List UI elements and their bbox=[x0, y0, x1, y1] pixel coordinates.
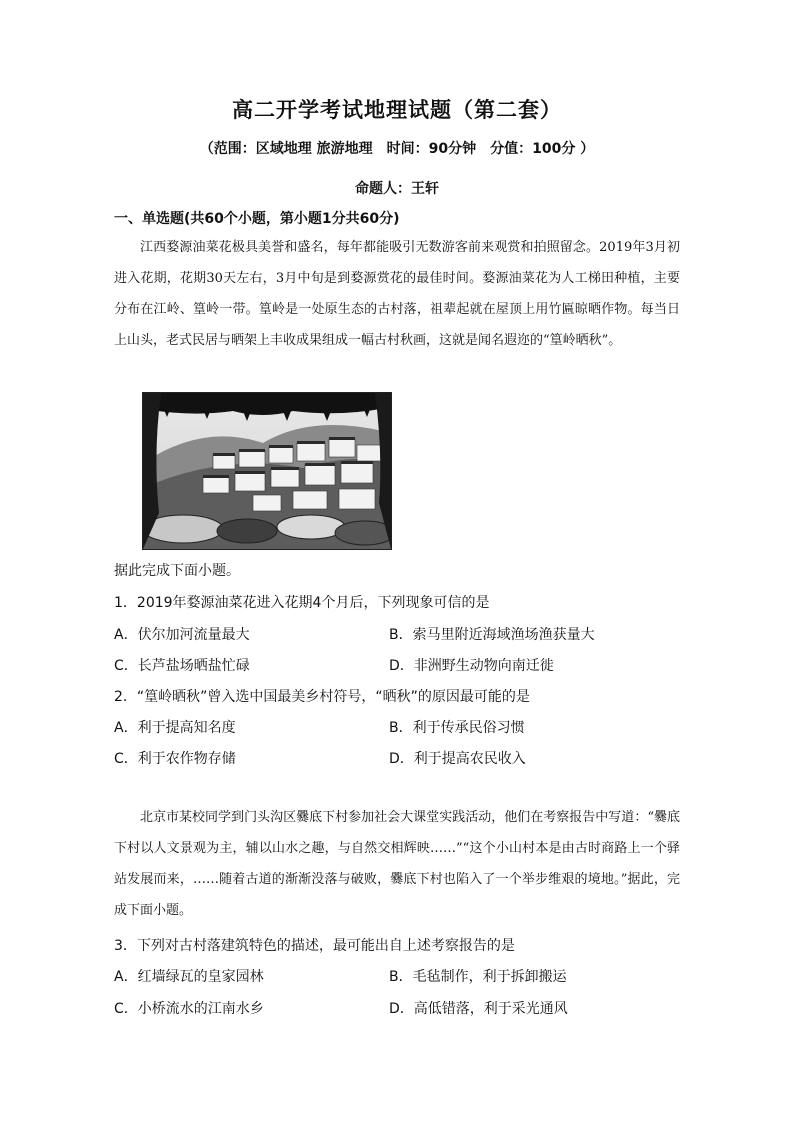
section-heading: 一、单选题(共60个小题，第小题1分共60分) bbox=[114, 211, 400, 227]
village-photo-illustration bbox=[143, 393, 391, 549]
question-stem: 1．2019年婺源油菜花进入花期4个月后，下列现象可信的是 bbox=[114, 595, 490, 611]
option-a: A．利于提高知名度 bbox=[114, 720, 236, 736]
option-b: B．毛毡制作，利于拆卸搬运 bbox=[389, 969, 567, 985]
option-d: D．利于提高农民收入 bbox=[389, 751, 526, 767]
exam-title: 高二开学考试地理试题（第二套） bbox=[232, 98, 562, 122]
option-c: C．长芦盐场晒盐忙碌 bbox=[114, 658, 250, 674]
passage-2: 北京市某校同学到门头沟区爨底下村参加社会大课堂实践活动，他们在考察报告中写道：“爨底下村以人文景观为主，辅以山水之趣，与自然交相辉映……”“这个小山村本是由古时商路上一个驿站发展而来，……随着古道的渐渐没落与破败，爨底下村也陷入了一个举步维艰的境地。”据此，完成下面小题。 bbox=[114, 810, 680, 918]
option-b: B．利于传承民俗习惯 bbox=[389, 720, 525, 736]
exam-subtitle: （范围：区域地理 旅游地理 时间：90分钟 分值：100分 ） bbox=[199, 141, 595, 157]
question-stem: 3．下列对古村落建筑特色的描述，最可能出自上述考察报告的是 bbox=[114, 938, 515, 954]
option-c: C．小桥流水的江南水乡 bbox=[114, 1001, 264, 1017]
instruction-1: 据此完成下面小题。 bbox=[114, 563, 240, 579]
option-c: C．利于农作物存储 bbox=[114, 751, 236, 767]
exam-author: 命题人：王轩 bbox=[355, 181, 439, 197]
village-photo bbox=[142, 392, 392, 550]
option-a: A．伏尔加河流量最大 bbox=[114, 627, 250, 643]
passage-1: 江西婺源油菜花极具美誉和盛名，每年都能吸引无数游客前来观赏和拍照留念。2019年3月初进入花期，花期30天左右，3月中旬是到婺源赏花的最佳时间。婺源油菜花为人工梯田种植，主要分布在江岭、篁岭一带。篁岭是一处原生态的古村落，祖辈起就在屋顶上用竹匾晾晒作物。每当日上山头，老式民居与晒架上丰收成果组成一幅古村秋画，这就是闻名遐迩的“篁岭晒秋”。 bbox=[114, 240, 680, 348]
option-d: D．非洲野生动物向南迁徙 bbox=[389, 658, 554, 674]
option-d: D．高低错落，利于采光通风 bbox=[389, 1001, 568, 1017]
option-b: B．索马里附近海域渔场渔获量大 bbox=[389, 627, 595, 643]
question-stem: 2．“篁岭晒秋”曾入选中国最美乡村符号，“晒秋”的原因最可能的是 bbox=[114, 689, 530, 705]
option-a: A．红墙绿瓦的皇家园林 bbox=[114, 969, 264, 985]
